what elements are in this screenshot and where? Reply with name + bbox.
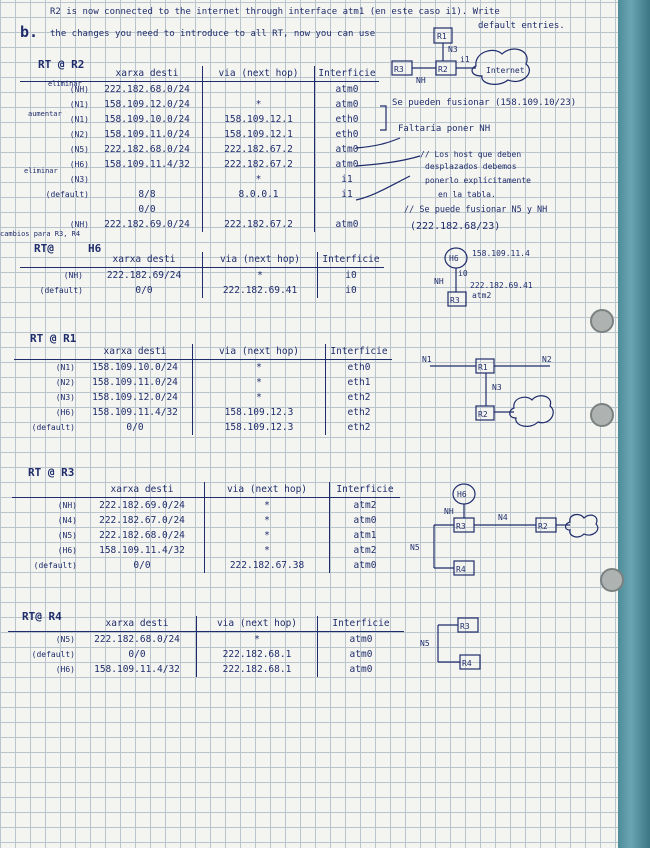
table-row: (H6) 158.109.11.4/32 222.182.68.1 atm0 [55,664,373,675]
h6-atm2: atm2 [472,291,492,300]
r2-note-bracket [378,104,398,134]
top-i1: i1 [460,55,470,64]
table-row: (default) 8/8 8.0.0.1 i1 [45,189,353,200]
r2-col-dest: xarxa desti [92,66,203,82]
h6-routing-table: xarxa desti via (next hop) Interficie (NH) 222.182.69/24 * i0 (default) 0/0 222.182.69.41 i0 [20,252,384,298]
r4-diagram-n5: N5 [420,639,430,648]
top-r2: R2 [438,65,448,74]
r2-note-6: en la tabla. [438,190,496,199]
r2-note-4: desplazados debemos [425,162,517,171]
table-row: (N5) 222.182.68.0/24 * atm1 [57,530,377,541]
table-row: (N1) 158.109.12.0/24 * atm0 [69,99,359,110]
intro-line-2-end: default entries. [478,21,565,31]
r4-diagram-r3: R3 [460,622,470,631]
table-row: (N5) 222.182.68.0/24 * atm0 [8,632,404,648]
r1-table-title: RT @ R1 [30,332,77,345]
spiral-binding [618,0,650,848]
r3-table-title: RT @ R3 [28,466,75,479]
table-row: (N5) 222.182.68.0/24 222.182.67.2 atm0 [69,144,359,155]
r3-routing-table: xarxa desti via (next hop) Interficie (NH) 222.182.69.0/24 * atm2 (N4) 222.182.67.0/24 * atm0 (N5) 222.182.68.0/24 * atm1 (H6) 158.109.11.4/32 * atm2 (default) 0/0 222.182.67.38 atm0 [12,482,400,573]
r3-diagram-r2: R2 [538,522,548,531]
r1-r2: R2 [478,410,488,419]
table-row: (NH) 222.182.69/24 * i0 [20,268,384,284]
r3-diagram-r3: R3 [456,522,466,531]
r2-note-7: // Se puede fusionar N5 y NH [404,205,548,215]
top-r1: R1 [437,32,447,41]
r3-diagram-r4: R4 [456,565,466,574]
table-row: (N3) 158.109.12.0/24 * eth2 [55,392,371,403]
exercise-bullet: b. [20,23,39,41]
r1-n1: N1 [422,355,432,364]
table-row: (NH) 222.182.68.0/24 atm0 [20,82,379,98]
top-r3: R3 [394,65,404,74]
h6-nh: NH [434,277,444,286]
binding-hole [590,403,614,427]
r2-note-1: Se pueden fusionar (158.109.10/23) [392,98,577,108]
table-row: (H6) 158.109.11.4/32 158.109.12.3 eth2 [55,407,371,418]
r2-note-5: ponerlo explícitamente [425,176,531,185]
table-row: (H6) 158.109.11.4/32 * atm2 [57,545,377,556]
table-row: (default) 0/0 222.182.68.1 atm0 [31,649,373,660]
r3-diagram-n4: N4 [498,513,508,522]
r4-table-title: RT@ R4 [22,610,62,623]
r2-note-2: Faltaría poner NH [398,124,491,134]
h6-host: H6 [449,254,459,263]
table-row: (NH) 222.182.69.0/24 * atm2 [12,498,400,514]
table-row: (N3) * i1 [69,174,353,185]
h6-table-title: RT@ [34,242,54,255]
h6-atm2-ip: 222.182.69.41 [470,281,533,290]
r3-diagram-h6: H6 [457,490,467,499]
r2-col-via: via (next hop) [203,66,315,82]
h6-r3: R3 [450,296,460,305]
r4-routing-table: xarxa desti via (next hop) Interficie (N5) 222.182.68.0/24 * atm0 (default) 0/0 222.182.68.1 atm0 (H6) 158.109.11.4/32 222.182.68.1 atm0 [8,616,404,677]
top-nh: NH [416,76,426,85]
r3-diagram [408,482,608,582]
table-row: 0/0 [20,202,379,217]
r2-note-8: (222.182.68/23) [410,221,501,232]
intro-line-1: R2 is now connected to the internet through interface atm1 (en este caso i1). Write [50,7,500,17]
table-row: (NH) 222.182.69.0/24 222.182.67.2 atm0 [69,219,359,230]
side-note: cambios para R3, R4 [0,230,81,238]
side-label-aumentar: aumentar [28,110,62,118]
top-n3: N3 [448,45,458,54]
table-row: (N1) 158.109.10.0/24 158.109.12.1 eth0 [69,114,359,125]
table-row: (default) 0/0 222.182.69.41 i0 [39,285,357,296]
side-label-eliminar: eliminar [48,80,82,88]
h6-i0: i0 [458,269,468,278]
table-row: (N2) 158.109.11.0/24 158.109.12.1 eth0 [69,129,359,140]
table-row: (N2) 158.109.11.0/24 * eth1 [55,377,371,388]
top-internet: Internet [486,66,525,75]
table-row: (N1) 158.109.10.0/24 * eth0 [14,360,392,376]
r1-r1: R1 [478,363,488,372]
intro-line-2: the changes you need to introduce to all RT, now you can use [50,29,376,39]
r1-diagram [420,350,580,440]
table-row: (default) 0/0 158.109.12.3 eth2 [31,422,371,433]
r2-note-3: // Los host que deben [420,150,522,159]
r2-col-iface: Interficie [315,66,380,82]
r2-routing-table [20,66,379,232]
r4-diagram [418,614,498,674]
r4-diagram-r4: R4 [462,659,472,668]
r3-diagram-n5: N5 [410,543,420,552]
r1-n2: N2 [542,355,552,364]
r1-n3: N3 [492,383,502,392]
top-network-diagram [388,28,538,88]
h6-table-title-host: H6 [88,242,102,255]
binding-hole [590,309,614,333]
side-label-eliminar-2: eliminar [24,167,58,175]
table-row: (N4) 222.182.67.0/24 * atm0 [57,515,377,526]
r2-note-arrows [350,136,430,206]
r1-routing-table: xarxa desti via (next hop) Interficie (N1) 158.109.10.0/24 * eth0 (N2) 158.109.11.0/24 * eth1 (N3) 158.109.12.0/24 * eth2 (H6) 158.109.11.4/32 158.109.12.3 eth2 (default) 0/0 158.109.12.3 eth2 [14,344,392,435]
table-row: (default) 0/0 222.182.67.38 atm0 [33,560,377,571]
r3-diagram-nh: NH [444,507,454,516]
h6-ip: 158.109.11.4 [472,249,530,258]
r2-table-title: RT @ R2 [38,58,85,71]
h6-diagram [432,244,572,314]
table-row: (H6) 158.109.11.4/32 222.182.67.2 atm0 [69,159,359,170]
